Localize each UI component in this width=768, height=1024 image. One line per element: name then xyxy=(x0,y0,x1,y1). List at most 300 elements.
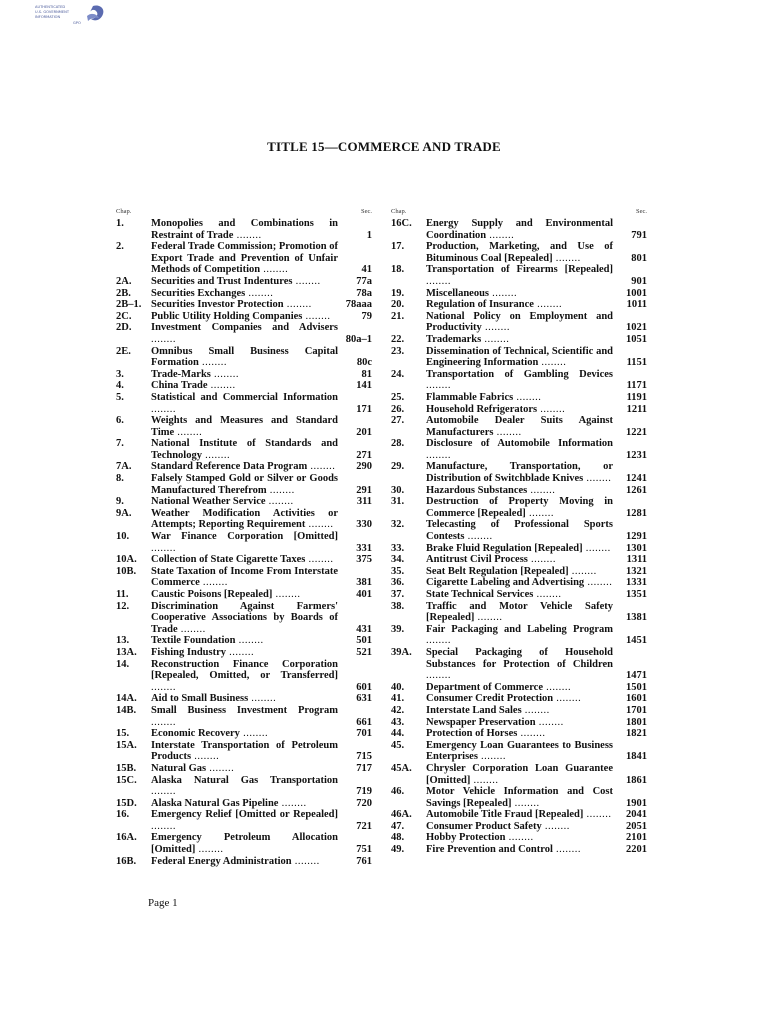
section-number: 79 xyxy=(361,310,372,322)
chapter-number: 14B. xyxy=(116,704,137,716)
chapter-title xyxy=(151,856,338,868)
chapter-entry xyxy=(391,496,647,519)
chapter-number: 43. xyxy=(391,716,405,728)
chapter-number: 2. xyxy=(116,241,124,253)
leader-dots: ........ xyxy=(278,797,307,809)
chapter-title xyxy=(426,832,613,844)
chapter-title-text: Securities Exchanges xyxy=(151,287,246,299)
chapter-title-text: Automobile Title Fraud [Repealed] xyxy=(426,809,584,821)
document-title: TITLE 15—COMMERCE AND TRADE xyxy=(267,139,501,154)
leader-dots: ........ xyxy=(291,855,320,867)
chapter-title xyxy=(151,311,338,323)
chapter-title xyxy=(151,705,338,728)
chapter-title xyxy=(426,415,613,438)
section-number: 761 xyxy=(356,855,372,867)
chapter-title-text: Trademarks xyxy=(426,333,482,345)
chapter-number: 20. xyxy=(391,299,405,311)
chapter-title xyxy=(151,763,338,775)
section-number: 1501 xyxy=(626,681,647,693)
leader-dots: ........ xyxy=(260,264,289,276)
leader-dots: ........ xyxy=(199,577,228,589)
chapter-title-text: National Institute of Standards and Technology xyxy=(151,438,338,461)
chapter-entry xyxy=(391,821,647,833)
chapter-title-text: Alaska Natural Gas Transportation xyxy=(151,774,338,786)
leader-dots: ........ xyxy=(533,299,563,311)
section-number: 1331 xyxy=(626,577,647,589)
section-number: 631 xyxy=(356,693,372,705)
chapter-title xyxy=(426,218,613,241)
chapter-title-text: Collection of State Cigarette Taxes xyxy=(151,554,306,566)
chapter-entry xyxy=(391,461,647,484)
chapter-entry xyxy=(391,554,647,566)
chapter-entry xyxy=(116,763,372,775)
section-number: 1301 xyxy=(626,542,647,554)
chapter-title xyxy=(151,554,338,566)
leader-dots: ........ xyxy=(206,762,235,774)
chapter-number: 15A. xyxy=(116,739,137,751)
leader-dots: ........ xyxy=(177,623,206,635)
chapter-title xyxy=(426,728,613,740)
leader-dots: ........ xyxy=(305,554,334,566)
section-number: 1211 xyxy=(626,403,647,415)
leader-dots: ........ xyxy=(517,728,546,740)
chapter-title xyxy=(426,543,613,555)
chapter-number: 14. xyxy=(116,658,130,670)
chap-header: Chap. xyxy=(391,208,407,215)
chapter-title-text: Protection of Horses xyxy=(426,728,518,740)
chapter-title-text: Omnibus Small Business Capital Formation xyxy=(151,345,338,369)
chapter-number: 16B. xyxy=(116,855,137,867)
leader-dots: ........ xyxy=(195,844,224,856)
chapter-number: 1. xyxy=(116,218,124,229)
chapter-title xyxy=(151,798,338,810)
chapter-title xyxy=(426,705,613,717)
chapter-title-text: Brake Fluid Regulation [Repealed] xyxy=(426,542,583,554)
section-number: 1 xyxy=(366,229,372,241)
chapter-title-text: Statistical and Commercial Information xyxy=(151,391,338,403)
chapter-number: 5. xyxy=(116,391,124,403)
chapter-entry xyxy=(391,241,647,264)
section-number: 715 xyxy=(356,751,372,763)
chapter-title xyxy=(426,264,613,287)
chapter-entry xyxy=(116,531,372,554)
svg-text:AUTHENTICATED: AUTHENTICATED xyxy=(35,5,66,9)
chapter-number: 39. xyxy=(391,623,405,635)
leader-dots: ........ xyxy=(527,484,556,496)
chapter-number: 31. xyxy=(391,496,405,508)
chapter-title xyxy=(151,566,338,589)
chapter-entry xyxy=(116,647,372,659)
section-number: 1381 xyxy=(626,612,647,624)
chapter-number: 36. xyxy=(391,577,405,589)
chapter-number: 19. xyxy=(391,287,405,299)
leader-dots: ........ xyxy=(538,357,567,369)
chapter-title xyxy=(151,832,338,855)
chapter-entry xyxy=(391,264,647,287)
chapter-number: 15D. xyxy=(116,797,137,809)
chapter-number: 45. xyxy=(391,739,405,751)
chapter-entry xyxy=(391,763,647,786)
chapter-title-text: Destruction of Property Moving in Commerce [Repealed] xyxy=(426,496,613,519)
leader-dots: ........ xyxy=(266,484,295,496)
chapter-number: 10. xyxy=(116,531,130,543)
section-number: 381 xyxy=(356,577,372,589)
section-number: 720 xyxy=(356,797,372,809)
leader-dots: ........ xyxy=(305,519,334,531)
section-number: 701 xyxy=(356,728,372,740)
chapter-number: 2D. xyxy=(116,322,132,334)
chapter-entry xyxy=(391,334,647,346)
section-number: 78aaa xyxy=(345,299,372,311)
chapter-entry xyxy=(391,404,647,416)
leader-dots: ........ xyxy=(272,589,301,600)
chapter-entry xyxy=(116,369,372,381)
chapter-title-text: Small Business Investment Program xyxy=(151,704,338,716)
leader-dots: ........ xyxy=(533,589,562,600)
chapter-entry xyxy=(391,369,647,392)
chapter-number: 32. xyxy=(391,519,405,531)
section-number: 2051 xyxy=(626,820,647,832)
chapter-entry xyxy=(391,786,647,809)
leader-dots: ........ xyxy=(426,449,451,461)
leader-dots: ........ xyxy=(151,681,176,693)
chapter-title-text: Interstate Land Sales xyxy=(426,704,522,716)
chapter-title-text: Consumer Credit Protection xyxy=(426,693,554,705)
chapter-number: 46. xyxy=(391,786,405,798)
leader-dots: ........ xyxy=(426,275,451,287)
chapter-title xyxy=(426,844,613,856)
chapter-title xyxy=(151,728,338,740)
chapter-title xyxy=(426,461,613,484)
chapter-title xyxy=(426,624,613,647)
chapter-entry xyxy=(116,276,372,288)
chapter-number: 25. xyxy=(391,391,405,403)
chapter-title xyxy=(151,647,338,659)
leader-dots: ........ xyxy=(535,716,564,728)
chapter-entry xyxy=(116,856,372,868)
chapter-entry xyxy=(391,438,647,461)
chapter-number: 22. xyxy=(391,333,405,345)
section-number: 521 xyxy=(356,646,372,658)
chapter-number: 42. xyxy=(391,704,405,716)
chapter-title xyxy=(426,334,613,346)
chapter-entry xyxy=(391,682,647,694)
chapter-entry xyxy=(391,346,647,369)
chapter-entry xyxy=(116,659,372,694)
leader-dots: ........ xyxy=(151,542,176,554)
chapter-title xyxy=(151,461,338,473)
chapter-title xyxy=(151,299,338,311)
leader-dots: ........ xyxy=(151,716,176,728)
chapter-title-text: Textile Foundation xyxy=(151,635,236,647)
chapter-title-text: Traffic and Motor Vehicle Safety [Repealed] xyxy=(426,600,613,624)
section-number: 1291 xyxy=(626,531,647,543)
chapter-title-text: China Trade xyxy=(151,380,208,392)
leader-dots: ........ xyxy=(239,728,269,740)
leader-dots: ........ xyxy=(245,287,274,299)
chapter-number: 39A. xyxy=(391,646,412,658)
chapter-list-left xyxy=(116,208,372,867)
section-number: 80a–1 xyxy=(345,333,372,345)
chapter-title-text: Natural Gas xyxy=(151,762,207,774)
chapter-title-text: State Technical Services xyxy=(426,589,534,600)
chapter-title-text: Discrimination Against Farmers' Cooperative Associations by Boards of Trade xyxy=(151,600,338,635)
section-number: 721 xyxy=(356,820,372,832)
chapter-number: 7A. xyxy=(116,461,132,473)
chapter-title xyxy=(151,740,338,763)
chapter-title-text: Aid to Small Business xyxy=(151,693,249,705)
chapter-number: 2A. xyxy=(116,275,132,287)
section-number: 311 xyxy=(356,496,372,508)
chapter-title-text: Securities and Trust Indentures xyxy=(151,275,293,287)
chapter-number: 6. xyxy=(116,415,124,427)
leader-dots: ........ xyxy=(552,252,581,264)
section-number: 751 xyxy=(356,844,372,856)
chapter-title-text: Public Utility Holding Companies xyxy=(151,310,303,322)
section-number: 1841 xyxy=(626,751,647,763)
section-number: 717 xyxy=(356,762,372,774)
section-number: 375 xyxy=(356,554,372,566)
gpo-authentication-seal xyxy=(33,2,113,28)
leader-dots: ........ xyxy=(477,751,507,763)
chapter-title-text: Securities Investor Protection xyxy=(151,299,284,311)
chapter-entry xyxy=(116,461,372,473)
chapter-entry xyxy=(116,740,372,763)
chapter-title-text: Flammable Fabrics xyxy=(426,391,514,403)
chapter-title xyxy=(151,809,338,832)
chapter-title-text: Chrysler Corporation Loan Guarantee [Omitted] xyxy=(426,762,613,786)
chapter-entry xyxy=(391,809,647,821)
chapter-entry xyxy=(116,728,372,740)
chapter-title-text: Production, Marketing, and Use of Bituminous Coal [Repealed] xyxy=(426,241,613,264)
section-number: 171 xyxy=(356,403,372,415)
chapter-entry xyxy=(116,554,372,566)
chapter-number: 14A. xyxy=(116,693,137,705)
chapter-number: 28. xyxy=(391,438,405,450)
chapter-entry xyxy=(391,717,647,729)
chapter-number: 45A. xyxy=(391,762,412,774)
chapter-title xyxy=(151,415,338,438)
chapter-title-text: National Weather Service xyxy=(151,496,266,508)
section-number: 2201 xyxy=(626,844,647,856)
column-header xyxy=(391,208,647,218)
section-number: 201 xyxy=(356,426,372,438)
chapter-title-text: Motor Vehicle Information and Cost Savings [Repealed] xyxy=(426,786,613,809)
leader-dots: ........ xyxy=(210,368,240,380)
chapter-entry xyxy=(391,624,647,647)
leader-dots: ........ xyxy=(541,820,570,832)
leader-dots: ........ xyxy=(486,229,515,241)
chapter-number: 46A. xyxy=(391,809,412,821)
section-number: 1221 xyxy=(626,426,647,438)
chapter-number: 10A. xyxy=(116,554,137,566)
section-number: 1801 xyxy=(626,716,647,728)
chapter-title xyxy=(151,589,338,601)
chapter-title-text: Automobile Dealer Suits Against Manufacturers xyxy=(426,415,613,438)
chapter-number: 15B. xyxy=(116,762,137,774)
chapter-title xyxy=(426,821,613,833)
chapter-title xyxy=(426,404,613,416)
chapter-title-text: National Policy on Employment and Productivity xyxy=(426,310,613,334)
chapter-number: 44. xyxy=(391,728,405,740)
section-number: 271 xyxy=(356,449,372,461)
section-number: 401 xyxy=(356,589,372,600)
chapter-entry xyxy=(116,218,372,241)
leader-dots: ........ xyxy=(511,797,540,809)
chapter-title xyxy=(151,276,338,288)
leader-dots: ........ xyxy=(513,391,542,403)
chapter-title-text: Dissemination of Technical, Scientific and Engineering Information xyxy=(426,345,613,369)
leader-dots: ........ xyxy=(584,577,613,589)
chapter-title-text: Household Refrigerators xyxy=(426,403,538,415)
leader-dots: ........ xyxy=(481,322,510,334)
chapter-title xyxy=(426,717,613,729)
chapter-title xyxy=(426,763,613,786)
chapter-number: 9. xyxy=(116,496,124,508)
chapter-title xyxy=(151,392,338,415)
chapter-title-text: Reconstruction Finance Corporation [Repealed, Omitted, or Transferred] xyxy=(151,658,338,682)
chapter-number: 18. xyxy=(391,264,405,276)
chapter-title-text: Fire Prevention and Control xyxy=(426,844,553,856)
chapter-number: 21. xyxy=(391,310,405,322)
section-number: 901 xyxy=(631,275,647,287)
chapter-title xyxy=(151,218,338,241)
chapter-entry xyxy=(116,322,372,345)
chapter-title xyxy=(426,346,613,369)
chapter-number: 23. xyxy=(391,345,405,357)
chapter-title-text: Newspaper Preservation xyxy=(426,716,536,728)
chapter-entry xyxy=(391,832,647,844)
section-number: 1901 xyxy=(626,797,647,809)
column-header xyxy=(116,208,372,218)
chapter-entry xyxy=(116,438,372,461)
chapter-number: 26. xyxy=(391,403,405,415)
leader-dots: ........ xyxy=(583,809,612,821)
chapter-number: 38. xyxy=(391,600,405,612)
section-number: 1861 xyxy=(626,774,647,786)
chapter-title-text: Transportation of Gambling Devices xyxy=(426,368,613,380)
chapter-list-right xyxy=(391,208,647,856)
section-number: 1051 xyxy=(626,333,647,345)
chapter-entry xyxy=(116,473,372,496)
chapter-entry xyxy=(116,809,372,832)
chapter-title xyxy=(426,577,613,589)
leader-dots: ........ xyxy=(426,635,451,647)
chapter-title xyxy=(426,601,613,624)
leader-dots: ........ xyxy=(292,275,321,287)
chapter-title-text: Consumer Product Safety xyxy=(426,820,542,832)
chapter-title-text: Cigarette Labeling and Advertising xyxy=(426,577,585,589)
chapter-number: 24. xyxy=(391,368,405,380)
chapter-title xyxy=(426,288,613,300)
chapter-number: 27. xyxy=(391,415,405,427)
chapter-title xyxy=(151,241,338,276)
chapter-title xyxy=(151,473,338,496)
chapter-title-text: Standard Reference Data Program xyxy=(151,461,308,473)
chapter-title-text: Interstate Transportation of Petroleum Products xyxy=(151,739,338,763)
chapter-title-text: Federal Trade Commission; Promotion of Export Trade and Prevention of Unfair Methods of Competition xyxy=(151,241,338,276)
chapter-entry xyxy=(391,601,647,624)
chapter-entry xyxy=(391,693,647,705)
chapter-entry xyxy=(391,728,647,740)
chapter-number: 9A. xyxy=(116,507,132,519)
section-number: 501 xyxy=(356,635,372,647)
chapter-number: 7. xyxy=(116,438,124,450)
chapter-title xyxy=(151,369,338,381)
leader-dots: ........ xyxy=(226,646,255,658)
section-number: 801 xyxy=(631,252,647,264)
eagle-seal-icon xyxy=(33,2,113,28)
section-number: 1151 xyxy=(626,357,647,369)
chapter-entry xyxy=(116,299,372,311)
section-number: 1471 xyxy=(626,670,647,682)
leader-dots: ........ xyxy=(265,496,294,508)
chapter-title xyxy=(151,531,338,554)
chapter-title-text: Falsely Stamped Gold or Silver or Goods Manufactured Therefrom xyxy=(151,473,338,496)
section-number: 1241 xyxy=(626,473,647,485)
chapter-title-text: Emergency Relief [Omitted or Repealed] xyxy=(151,809,338,821)
chapter-entry xyxy=(116,566,372,589)
chapter-title xyxy=(426,809,613,821)
leader-dots: ........ xyxy=(198,357,227,369)
chapter-number: 11. xyxy=(116,589,129,600)
chapter-number: 4. xyxy=(116,380,124,392)
leader-dots: ........ xyxy=(474,612,503,624)
chapter-title xyxy=(426,566,613,578)
section-number: 1821 xyxy=(626,728,647,740)
chapter-title-text: Weights and Measures and Standard Time xyxy=(151,415,338,438)
leader-dots: ........ xyxy=(302,310,331,322)
section-number: 330 xyxy=(356,519,372,531)
leader-dots: ........ xyxy=(191,751,220,763)
leader-dots: ........ xyxy=(505,832,534,844)
chap-header: Chap. xyxy=(116,208,132,215)
svg-text:U.S. GOVERNMENT: U.S. GOVERNMENT xyxy=(35,10,70,14)
chapter-title xyxy=(151,693,338,705)
chapter-entry xyxy=(391,218,647,241)
section-number: 1601 xyxy=(626,693,647,705)
chapter-entry xyxy=(116,241,372,276)
chapter-number: 2B. xyxy=(116,287,131,299)
chapter-title xyxy=(151,659,338,694)
chapter-number: 2C. xyxy=(116,310,132,322)
section-number: 1191 xyxy=(626,391,647,403)
leader-dots: ........ xyxy=(174,426,203,438)
chapter-entry xyxy=(116,346,372,369)
section-number: 1451 xyxy=(626,635,647,647)
chapter-title-text: Miscellaneous xyxy=(426,287,489,299)
chapter-entry xyxy=(116,392,372,415)
page-number: Page 1 xyxy=(148,897,178,909)
leader-dots: ........ xyxy=(233,229,262,241)
leader-dots: ........ xyxy=(481,333,510,345)
section-number: 78a xyxy=(356,287,372,299)
chapter-number: 16. xyxy=(116,809,130,821)
chapter-entry xyxy=(116,589,372,601)
chapter-number: 8. xyxy=(116,473,124,485)
leader-dots: ........ xyxy=(426,670,451,682)
leader-dots: ........ xyxy=(151,333,176,345)
chapter-entry xyxy=(116,288,372,300)
chapter-title-text: Antitrust Civil Process xyxy=(426,554,528,566)
chapter-entry xyxy=(391,577,647,589)
sec-header: Sec. xyxy=(635,208,647,215)
chapter-entry xyxy=(391,844,647,856)
chapter-title-text: Seat Belt Regulation [Repealed] xyxy=(426,565,569,577)
chapter-title xyxy=(426,693,613,705)
chapter-entry xyxy=(116,496,372,508)
chapter-title-text: Investment Companies and Advisers xyxy=(151,322,338,334)
